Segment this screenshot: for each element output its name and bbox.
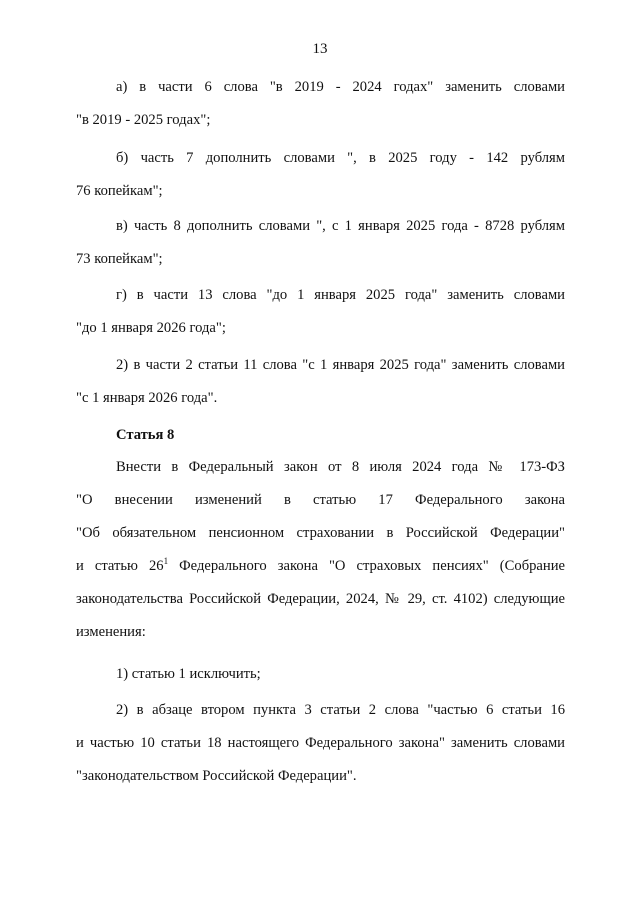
change-item-line: "законодательством Российской Федерации". bbox=[76, 767, 357, 784]
list-item-continuation: "в 2019 - 2025 годах"; bbox=[76, 111, 211, 128]
list-item bbox=[76, 142, 565, 208]
article-line-with-superscript bbox=[76, 550, 565, 583]
change-item-line: и частью 10 статьи 18 настоящего Федерального закона" заменить словами bbox=[76, 734, 565, 751]
article-line: "Об обязательном пенсионном страховании в Российской Федерации" bbox=[76, 525, 565, 541]
article-line: "О внесении изменений в статью 17 Федерального закона bbox=[76, 492, 565, 508]
change-item bbox=[76, 658, 565, 691]
list-item bbox=[76, 210, 565, 276]
article-line-part: и статью 26 bbox=[76, 558, 164, 574]
list-item-continuation: "с 1 января 2026 года". bbox=[76, 389, 218, 406]
list-item bbox=[76, 279, 565, 345]
change-item-first-line: 2) в абзаце втором пункта 3 статьи 2 слова "частью 6 статьи 16 bbox=[116, 702, 565, 718]
list-item-first-line: б) часть 7 дополнить словами ", в 2025 году - 142 рублям bbox=[116, 150, 565, 166]
page-number: 13 bbox=[312, 41, 328, 57]
change-item-text: 1) статью 1 исключить; bbox=[116, 666, 261, 682]
article-line-part: Федерального закона "О страховых пенсиях" (Собрание bbox=[168, 558, 565, 574]
article-body bbox=[76, 451, 565, 649]
article-line: изменения: bbox=[76, 624, 146, 640]
list-item bbox=[76, 71, 565, 137]
article-line: Внести в Федеральный закон от 8 июля 2024 года № 173-ФЗ bbox=[116, 459, 565, 475]
list-item-first-line: в) часть 8 дополнить словами ", с 1 января 2025 года - 8728 рублям bbox=[116, 218, 565, 234]
list-item-continuation: "до 1 января 2026 года"; bbox=[76, 319, 226, 336]
list-item bbox=[76, 349, 565, 415]
article-heading: Статья 8 bbox=[116, 427, 175, 443]
change-item bbox=[76, 694, 565, 792]
article-line: законодательства Российской Федерации, 2024, № 29, ст. 4102) следующие bbox=[76, 591, 565, 607]
superscript: 1 bbox=[163, 556, 169, 566]
list-item-first-line: г) в части 13 слова "до 1 января 2025 года" заменить словами bbox=[116, 287, 565, 303]
list-item-continuation: 73 копейкам"; bbox=[76, 250, 163, 267]
list-item-continuation: 76 копейкам"; bbox=[76, 182, 163, 199]
list-item-first-line: 2) в части 2 статьи 11 слова "с 1 января 2025 года" заменить словами bbox=[116, 357, 565, 373]
list-item-first-line: а) в части 6 слова "в 2019 - 2024 годах" заменить словами bbox=[116, 79, 565, 95]
